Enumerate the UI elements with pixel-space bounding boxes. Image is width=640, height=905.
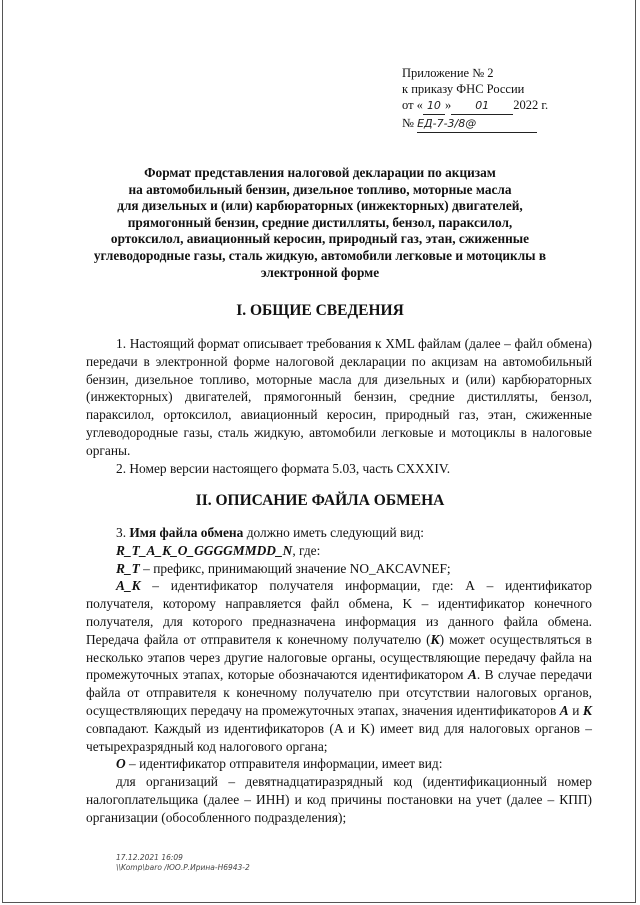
title-line: Формат представления налоговой декларации по акцизам bbox=[144, 165, 496, 180]
date-year: 2022 г. bbox=[513, 98, 549, 112]
section-heading-exchange: II. ОПИСАНИЕ ФАЙЛА ОБМЕНА bbox=[195, 492, 445, 509]
paragraph-2: 2. Номер версии настоящего формата 5.03, часть CXXXIV. bbox=[116, 460, 451, 476]
order-number: ЕД-7-3/8@ bbox=[417, 116, 537, 133]
title-line: на автомобильный бензин, дизельное топливо, моторные масла bbox=[128, 181, 512, 197]
print-footer bbox=[116, 853, 250, 873]
paragraph-1: 1. Настоящий формат описывает требования к XML файлам (далее – файл обмена) передачи в электронной форме налоговой декларации по акцизам на автомобильный бензин, дизельное топливо, моторные масла для дизельных и (или) карбюраторных (инжекторных) двигателей, прямогонный бензин, средние дистилляты, бензол, параксилол, ортоксилол, авиационный керосин, природный газ, этан, сжиженные углеводородные газы, сталь жидкую, автомобили легковые и мотоциклы в налоговые органы. bbox=[86, 336, 592, 458]
definition-organizations: для организаций – девятнадцатиразрядный код (идентификационный номер налогоплательщика (далее – ИНН) и код причины постановки на учет (далее – КПП) организации (обособленного подразделения); bbox=[86, 774, 592, 825]
appendix-line: Приложение № 2 bbox=[402, 66, 494, 80]
appendix-number-line: № ЕД-7-3/8@ bbox=[402, 115, 602, 133]
section-exchange-body bbox=[86, 524, 592, 827]
appendix-block bbox=[402, 65, 602, 133]
title-line: ортоксилол, авиационный керосин, природный газ, этан, сжиженные bbox=[110, 231, 530, 247]
date-month: 01 bbox=[451, 98, 513, 115]
definition-o: О – идентификатор отправителя информации, имеет вид: bbox=[116, 756, 443, 772]
appendix-date-line: от « 10 » 01 2022 г. bbox=[402, 97, 602, 115]
section-general-body bbox=[86, 335, 592, 477]
definition-rt: R_T – префикс, принимающий значение NO_AKCAVNEF; bbox=[116, 560, 451, 576]
title-line: электронной форме bbox=[260, 264, 380, 280]
title-line: для дизельных и (или) карбюраторных (инжекторных) двигателей, bbox=[117, 198, 523, 214]
appendix-order-line: к приказу ФНС России bbox=[402, 82, 525, 96]
title-line: прямогонный бензин, средние дистилляты, бензол, параксилол, bbox=[127, 214, 513, 230]
section-heading-general: I. ОБЩИЕ СВЕДЕНИЯ bbox=[236, 302, 404, 319]
footer-path: \\Komp\baro /ЮО.Р.Ирина-Н6943-2 bbox=[116, 863, 250, 872]
document-title bbox=[60, 165, 580, 281]
paragraph-3: 3. Имя файла обмена должно иметь следующий вид: bbox=[116, 525, 424, 540]
title-line: углеводородные газы, сталь жидкую, автомобили легковые и мотоциклы в bbox=[93, 247, 547, 263]
footer-timestamp: 17.12.2021 16:09 bbox=[116, 853, 183, 862]
date-day: 10 bbox=[423, 98, 445, 115]
file-name-pattern: R_T_A_K_O_GGGGMMDD_N, где: bbox=[116, 542, 321, 558]
definition-ak: A_K – идентификатор получателя информации, где: А – идентификатор получателя, которому направляется файл обмена, K – идентификатор конечного получателя, для которого предназначена информация из данного файла обмена. Передача файла от отправителя к конечному получателю (К) может осуществляться в несколько этапов через другие налоговые органы, осуществляющие передачу файла на промежуточных этапах, которые обозначаются идентификатором А. В случае передачи файла от отправителя к конечному получателю при отсутствии налоговых органов, осуществляющих передачу на промежуточных этапах, значения идентификаторов А и К совпадают. Каждый из идентификаторов (A и K) имеет вид для налоговых органов – четырехразрядный код налогового органа; bbox=[86, 578, 592, 754]
